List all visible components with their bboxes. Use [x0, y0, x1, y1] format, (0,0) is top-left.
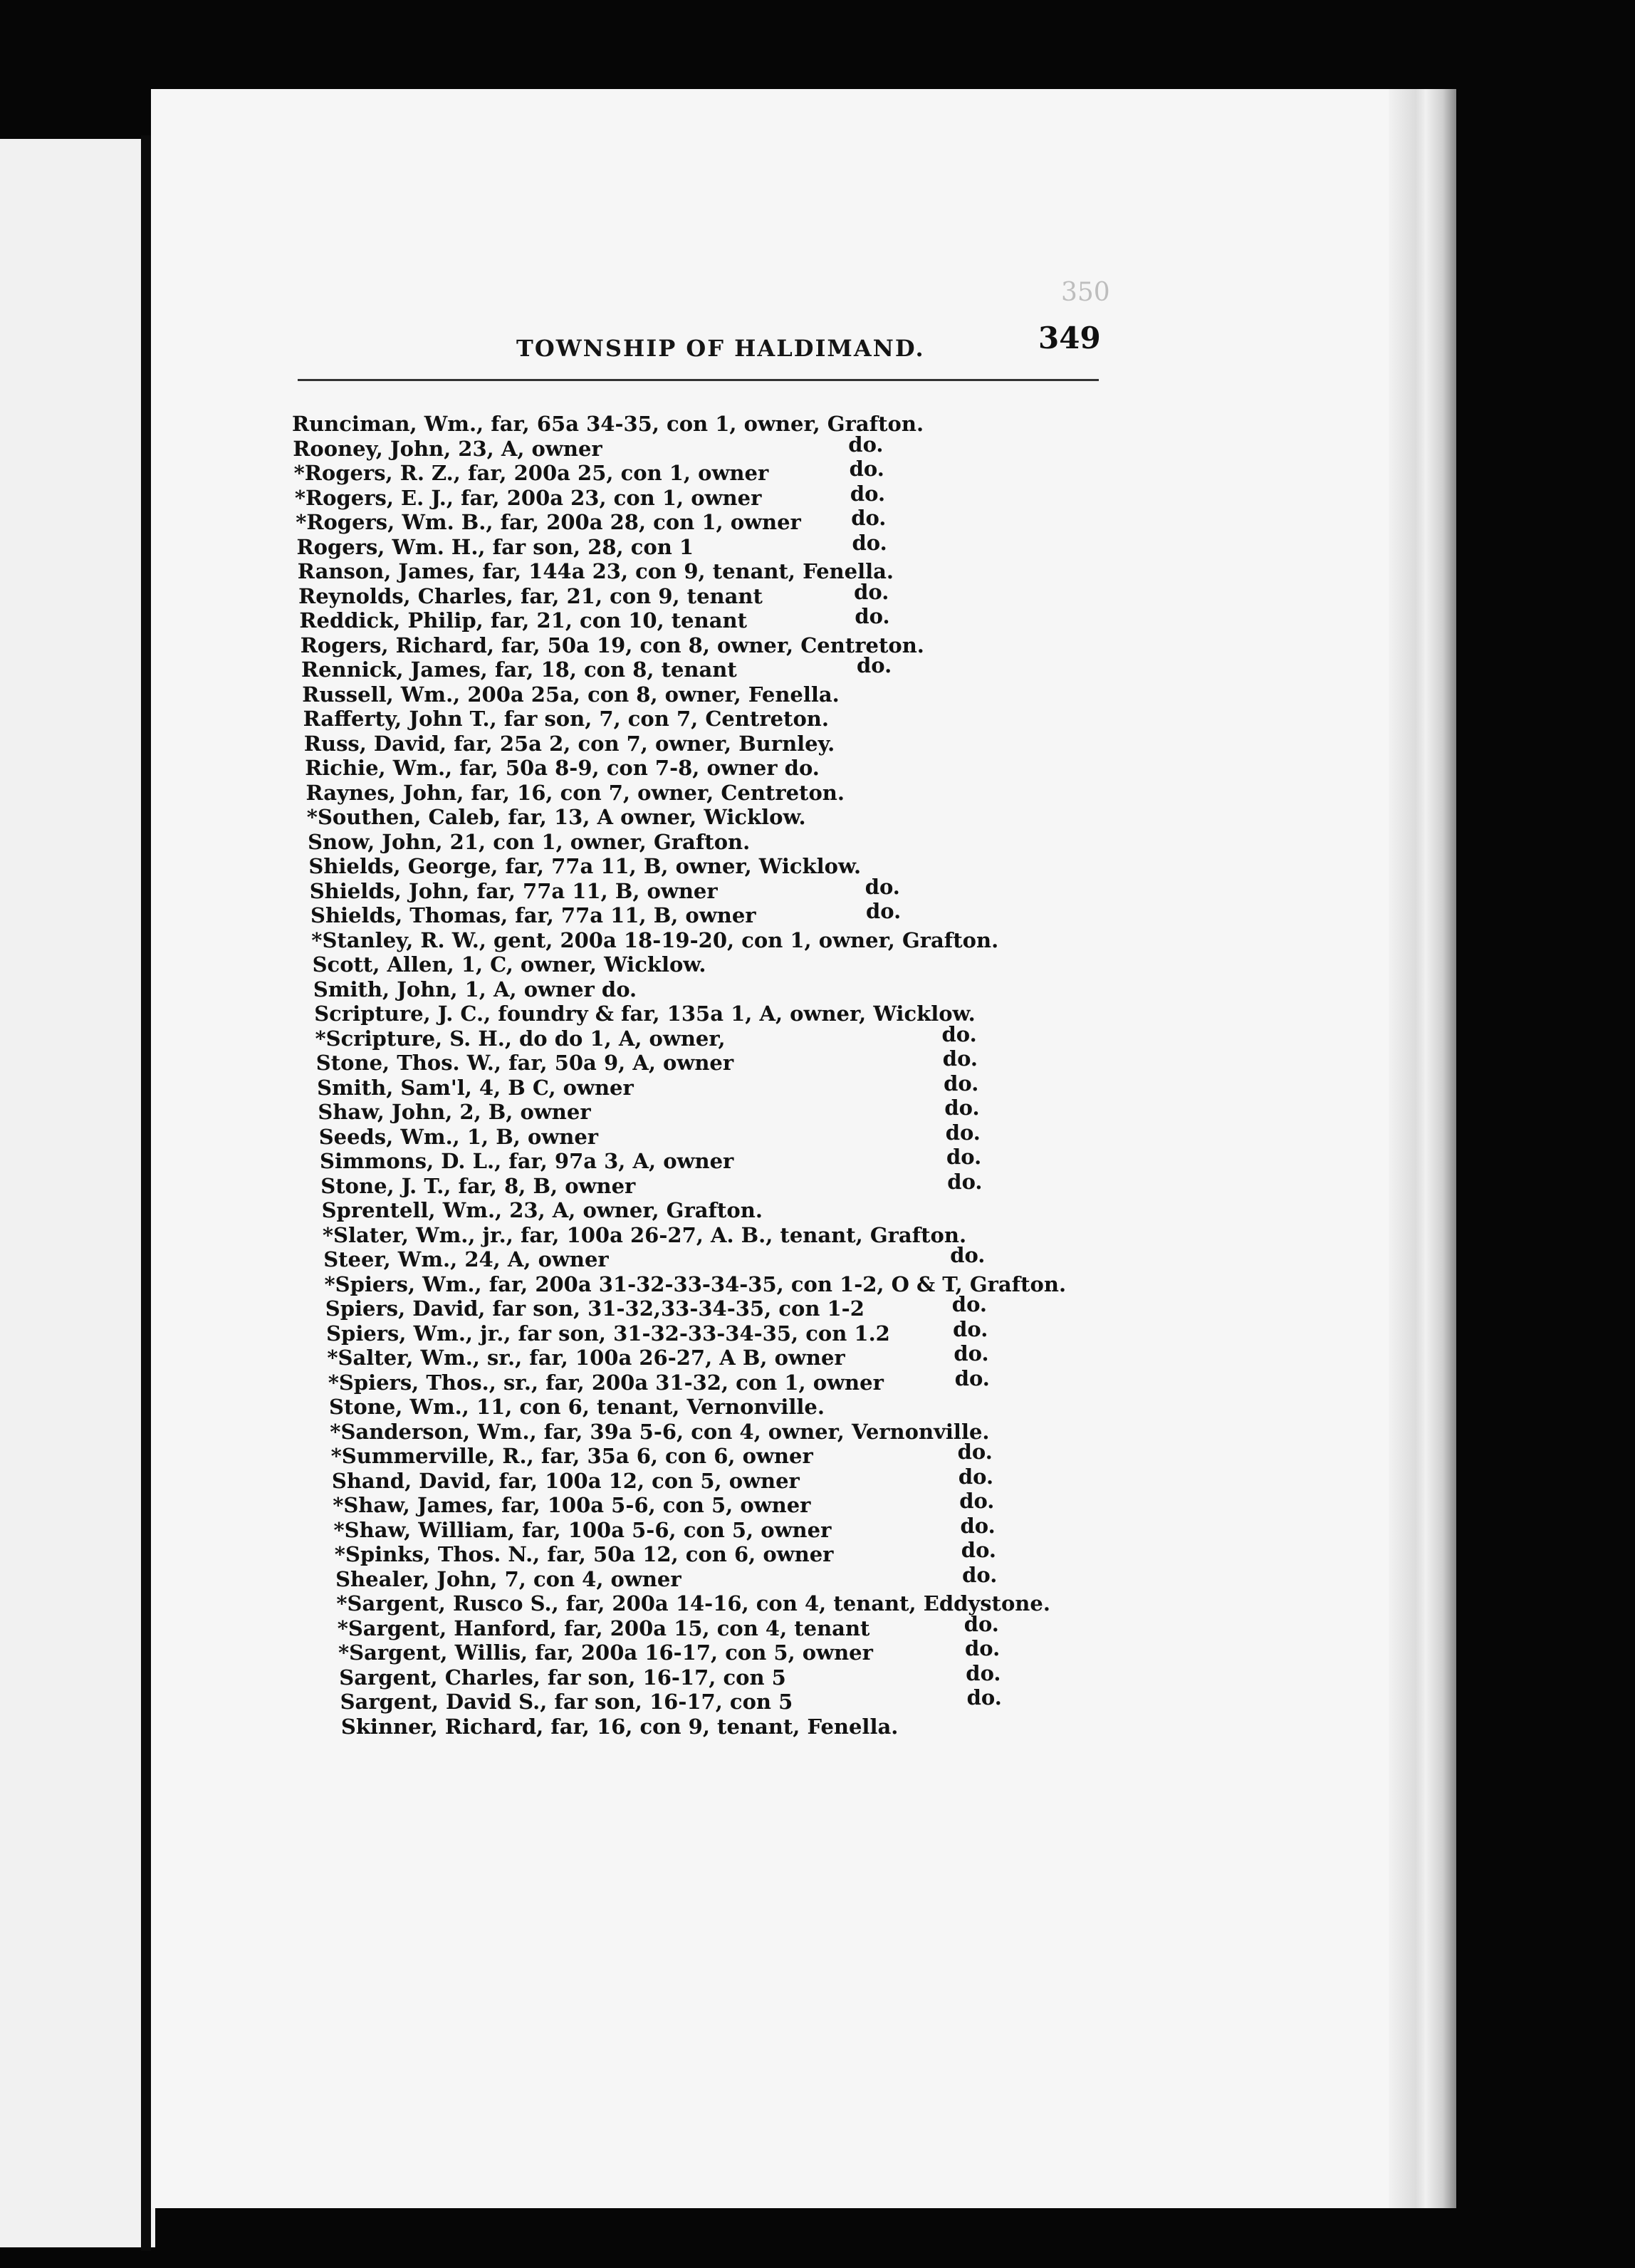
entry-ditto: do. — [850, 481, 886, 506]
directory-entry — [305, 756, 1146, 781]
directory-entry — [313, 952, 1146, 977]
directory-entry — [308, 854, 1146, 879]
directory-entry — [298, 559, 1146, 584]
entry-text: Rafferty, John T., far son, 7, con 7, Centreton. — [303, 707, 829, 731]
entry-ditto: do. — [958, 1464, 994, 1489]
entry-text: Reynolds, Charles, far, 21, con 9, tenant — [298, 583, 763, 608]
entry-ditto: do. — [945, 1120, 981, 1145]
entry-text: Shields, John, far, 77a 11, B, owner — [309, 878, 718, 903]
entry-ditto: do. — [849, 457, 884, 481]
directory-entry — [302, 682, 1146, 707]
entry-ditto: do. — [942, 1046, 978, 1071]
entry-text: *Southen, Caleb, far, 13, A owner, Wicklow. — [306, 805, 806, 829]
directory-entry — [315, 1046, 1146, 1076]
entry-text: Seeds, Wm., 1, B, owner — [318, 1124, 599, 1149]
directory-entry — [325, 1272, 1147, 1297]
entry-text: Shaw, John, 2, B, owner — [318, 1100, 591, 1124]
entry-text: *Shaw, James, far, 100a 5-6, con 5, owner — [333, 1493, 811, 1517]
directory-entry — [329, 1395, 1146, 1420]
entry-ditto: do. — [957, 1440, 993, 1464]
directory-entry — [296, 506, 1146, 535]
directory-entry — [301, 633, 1146, 658]
entry-ditto: do. — [959, 1489, 995, 1513]
entry-ditto: do. — [857, 653, 892, 677]
directory-entry — [292, 412, 1146, 437]
entry-text: Reddick, Philip, far, 21, con 10, tenant — [299, 608, 747, 633]
directory-entry — [323, 1223, 1146, 1248]
entry-text: *Scripture, S. H., do do 1, A, owner, — [315, 1026, 726, 1051]
entry-ditto: do. — [966, 1660, 1001, 1685]
entry-ditto: do. — [947, 1169, 983, 1194]
entry-ditto: do. — [944, 1071, 979, 1096]
directory-entry — [304, 732, 1146, 756]
directory-entry — [326, 1316, 1146, 1346]
entry-text: Smith, John, 1, A, owner do. — [313, 977, 637, 1002]
directory-entry — [307, 805, 1146, 830]
entry-ditto: do. — [966, 1685, 1002, 1710]
directory-entry — [338, 1636, 1146, 1665]
entry-text: Richie, Wm., far, 50a 8-9, con 7-8, owner do. — [305, 756, 820, 780]
directory-entry — [333, 1489, 1146, 1518]
entry-text: *Summerville, R., far, 35a 6, con 6, owner — [330, 1444, 813, 1468]
entry-text: Runciman, Wm., far, 65a 34-35, con 1, owner, Grafton. — [292, 412, 924, 436]
entry-ditto: do. — [965, 1636, 1001, 1660]
entry-text: Sargent, Charles, far son, 16-17, con 5 — [339, 1665, 786, 1690]
running-title: TOWNSHIP OF HALDIMAND. — [516, 335, 925, 362]
entry-text: *Salter, Wm., sr., far, 100a 26-27, A B, owner — [327, 1346, 845, 1370]
directory-entry — [303, 707, 1146, 732]
entry-text: *Stanley, R. W., gent, 200a 18-19-20, con 1, owner, Grafton. — [311, 927, 999, 952]
entry-text: Shields, George, far, 77a 11, B, owner, Wicklow. — [308, 854, 862, 878]
show-through-page-number: 350 — [1061, 278, 1110, 307]
entry-text: Rogers, Wm. H., far son, 28, con 1 — [296, 534, 694, 559]
directory-entry — [294, 481, 1146, 511]
entry-ditto: do. — [864, 874, 900, 899]
directory-entry — [301, 653, 1146, 682]
entry-text: Smith, Sam'l, 4, B C, owner — [317, 1075, 634, 1100]
entry-text: Scott, Allen, 1, C, owner, Wicklow. — [312, 952, 706, 977]
entry-text: Spiers, Wm., jr., far son, 31-32-33-34-35, con 1.2 — [326, 1321, 890, 1346]
entry-ditto: do. — [848, 432, 884, 457]
directory-entry — [334, 1538, 1146, 1567]
entry-text: Shand, David, far, 100a 12, con 5, owner — [331, 1468, 800, 1493]
directory-entry — [309, 874, 1146, 904]
directory-entry — [340, 1685, 1146, 1715]
entry-ditto: do. — [852, 530, 887, 555]
entry-text: *Rogers, R. Z., far, 200a 25, con 1, owner — [293, 461, 769, 485]
entry-text: Stone, J. T., far, 8, B, owner — [320, 1173, 636, 1198]
directory-entry — [315, 1021, 1147, 1051]
entry-ditto: do. — [946, 1145, 982, 1169]
entry-text: *Sanderson, Wm., far, 39a 5-6, con 4, owner, Vernonville. — [330, 1419, 990, 1444]
entry-text: Ranson, James, far, 144a 23, con 9, tenant, Fenella. — [297, 559, 894, 583]
entry-text: *Spinks, Thos. N., far, 50a 12, con 6, owner — [334, 1542, 834, 1566]
directory-entry — [293, 457, 1146, 486]
entry-text: *Spiers, Wm., far, 200a 31-32-33-34-35, con 1-2, O & T, Grafton. — [324, 1271, 1067, 1296]
directory-entry — [330, 1440, 1146, 1469]
directory-entry — [341, 1715, 1146, 1739]
directory-entry — [333, 1513, 1147, 1543]
entry-text: *Sargent, Willis, far, 200a 16-17, con 5, owner — [338, 1640, 873, 1665]
directory-entry — [339, 1660, 1146, 1690]
directory-entry — [320, 1145, 1146, 1174]
page-edge-shadow — [1389, 89, 1456, 2208]
entry-text: Stone, Thos. W., far, 50a 9, A, owner — [315, 1051, 734, 1075]
entry-text: Shields, Thomas, far, 77a 11, B, owner — [310, 903, 756, 927]
directory-entry — [298, 579, 1146, 609]
entry-text: Simmons, D. L., far, 97a 3, A, owner — [320, 1149, 734, 1173]
entry-ditto: do. — [953, 1316, 988, 1341]
entry-ditto: do. — [941, 1021, 977, 1046]
entry-text: Russell, Wm., 200a 25a, con 8, owner, Fenella. — [302, 682, 840, 707]
facing-page-edge — [0, 139, 155, 2247]
entry-ditto: do. — [851, 506, 887, 530]
entry-text: *Spiers, Thos., sr., far, 200a 31-32, con 1, owner — [328, 1370, 884, 1395]
entry-text: Russ, David, far, 25a 2, con 7, owner, Burnley. — [303, 731, 835, 756]
directory-entry — [314, 1002, 1146, 1026]
entry-ditto: do. — [854, 579, 889, 604]
entry-ditto: do. — [950, 1243, 986, 1267]
directory-entry — [327, 1341, 1146, 1370]
directory-entry — [331, 1464, 1146, 1494]
directory-entry — [293, 432, 1146, 462]
entry-ditto: do. — [960, 1513, 996, 1538]
directory-entry — [313, 977, 1146, 1002]
entry-ditto: do. — [961, 1538, 997, 1562]
entry-text: Skinner, Richard, far, 16, con 9, tenant, Fenella. — [340, 1714, 899, 1739]
directory-entry — [320, 1169, 1146, 1199]
entry-text: *Sargent, Rusco S., far, 200a 14-16, con 4, tenant, Eddystone. — [336, 1591, 1050, 1616]
directory-entry — [330, 1420, 1146, 1445]
entry-text: Stone, Wm., 11, con 6, tenant, Vernonville. — [329, 1395, 825, 1419]
directory-entries — [292, 412, 1146, 1739]
directory-entry — [318, 1120, 1146, 1150]
entry-text: Rennick, James, far, 18, con 8, tenant — [301, 657, 737, 682]
entry-text: Sargent, David S., far son, 16-17, con 5 — [340, 1690, 793, 1714]
directory-entry — [308, 830, 1146, 855]
book-gutter — [141, 135, 151, 2251]
entry-ditto: do. — [962, 1562, 998, 1587]
entry-ditto: do. — [855, 604, 890, 628]
entry-ditto: do. — [944, 1096, 980, 1120]
entry-text: Scripture, J. C., foundry & far, 135a 1, A, owner, Wicklow. — [314, 1002, 976, 1026]
directory-entry — [317, 1071, 1146, 1101]
entry-text: *Sargent, Hanford, far, 200a 15, con 4, tenant — [337, 1616, 870, 1640]
entry-text: Raynes, John, far, 16, con 7, owner, Centreton. — [305, 780, 845, 805]
directory-entry — [299, 604, 1146, 633]
entry-text: Rooney, John, 23, A, owner — [293, 436, 602, 461]
entry-text: Snow, John, 21, con 1, owner, Grafton. — [308, 829, 751, 854]
directory-entry — [337, 1611, 1146, 1641]
entry-text: *Slater, Wm., jr., far, 100a 26-27, A. B., tenant, Grafton. — [322, 1222, 967, 1247]
entry-text: *Rogers, E. J., far, 200a 23, con 1, owner — [294, 485, 762, 510]
directory-entry — [306, 781, 1147, 806]
directory-entry — [336, 1591, 1146, 1616]
entry-ditto: do. — [866, 899, 902, 923]
entry-ditto: do. — [954, 1341, 989, 1366]
entry-ditto: do. — [963, 1611, 999, 1636]
directory-entry — [325, 1292, 1146, 1321]
entry-text: Spiers, David, far son, 31-32,33-34-35, con 1-2 — [325, 1296, 864, 1321]
entry-ditto: do. — [951, 1292, 988, 1316]
entry-text: Rogers, Richard, far, 50a 19, con 8, owner, Centreton. — [300, 633, 924, 657]
directory-entry — [335, 1562, 1146, 1592]
directory-entry — [323, 1243, 1146, 1272]
directory-entry — [322, 1198, 1146, 1223]
directory-entry — [311, 928, 1146, 953]
entry-ditto: do. — [954, 1366, 990, 1390]
directory-entry — [310, 899, 1146, 928]
directory-entry — [296, 530, 1147, 560]
entry-text: Shealer, John, 7, con 4, owner — [335, 1566, 681, 1591]
header-rule — [298, 379, 1099, 381]
directory-entry — [318, 1096, 1146, 1125]
entry-text: Steer, Wm., 24, A, owner — [323, 1247, 609, 1271]
entry-text: *Shaw, William, far, 100a 5-6, con 5, owner — [333, 1517, 832, 1542]
directory-entry — [328, 1366, 1146, 1395]
page-number: 349 — [1038, 321, 1101, 355]
entry-text: Sprentell, Wm., 23, A, owner, Grafton. — [321, 1198, 763, 1222]
entry-text: *Rogers, Wm. B., far, 200a 28, con 1, owner — [296, 510, 801, 534]
